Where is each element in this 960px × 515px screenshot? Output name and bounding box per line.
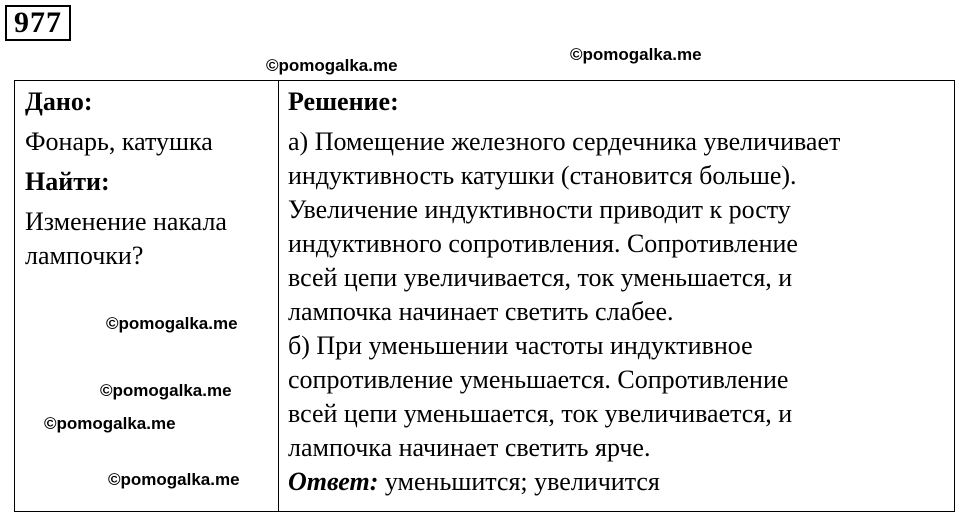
watermark: ©pomogalka.me (106, 314, 238, 333)
answer-line (288, 465, 948, 499)
solution-line: индуктивность катушки (становится больше). (288, 161, 797, 190)
solution-table (14, 80, 955, 512)
answer-label: Ответ: (288, 467, 379, 496)
problem-number: 977 (5, 5, 71, 41)
solution-line: всей цепи уменьшается, ток увеличивается, и (288, 399, 793, 428)
solution-line: сопротивление уменьшается. Сопротивление (288, 365, 789, 394)
given-column (25, 85, 270, 273)
solution-heading: Решение: (288, 87, 399, 116)
column-divider (278, 81, 279, 511)
watermark: ©pomogalka.me (108, 470, 240, 489)
solution-line: лампочка начинает светить слабее. (288, 297, 674, 326)
solution-line: а) Помещение железного сердечника увеличивает (288, 127, 841, 156)
solution-column (288, 85, 948, 499)
watermark: ©pomogalka.me (266, 56, 398, 75)
solution-line: лампочка начинает светить ярче. (288, 433, 651, 462)
watermark: ©pomogalka.me (44, 414, 176, 433)
watermark: ©pomogalka.me (100, 381, 232, 400)
find-text-line: лампочки? (25, 241, 144, 270)
given-text: Фонарь, катушка (25, 127, 213, 156)
solution-line: Увеличение индуктивности приводит к росту (288, 195, 791, 224)
given-heading: Дано: (25, 87, 93, 116)
answer-text: уменьшится; увеличится (378, 467, 660, 496)
watermark: ©pomogalka.me (570, 45, 702, 64)
solution-line: б) При уменьшении частоты индуктивное (288, 331, 753, 360)
find-text-line: Изменение накала (25, 207, 227, 236)
solution-line: индуктивного сопротивления. Сопротивление (288, 229, 798, 258)
solution-line: всей цепи увеличивается, ток уменьшается, и (288, 263, 793, 292)
find-heading: Найти: (25, 167, 110, 196)
